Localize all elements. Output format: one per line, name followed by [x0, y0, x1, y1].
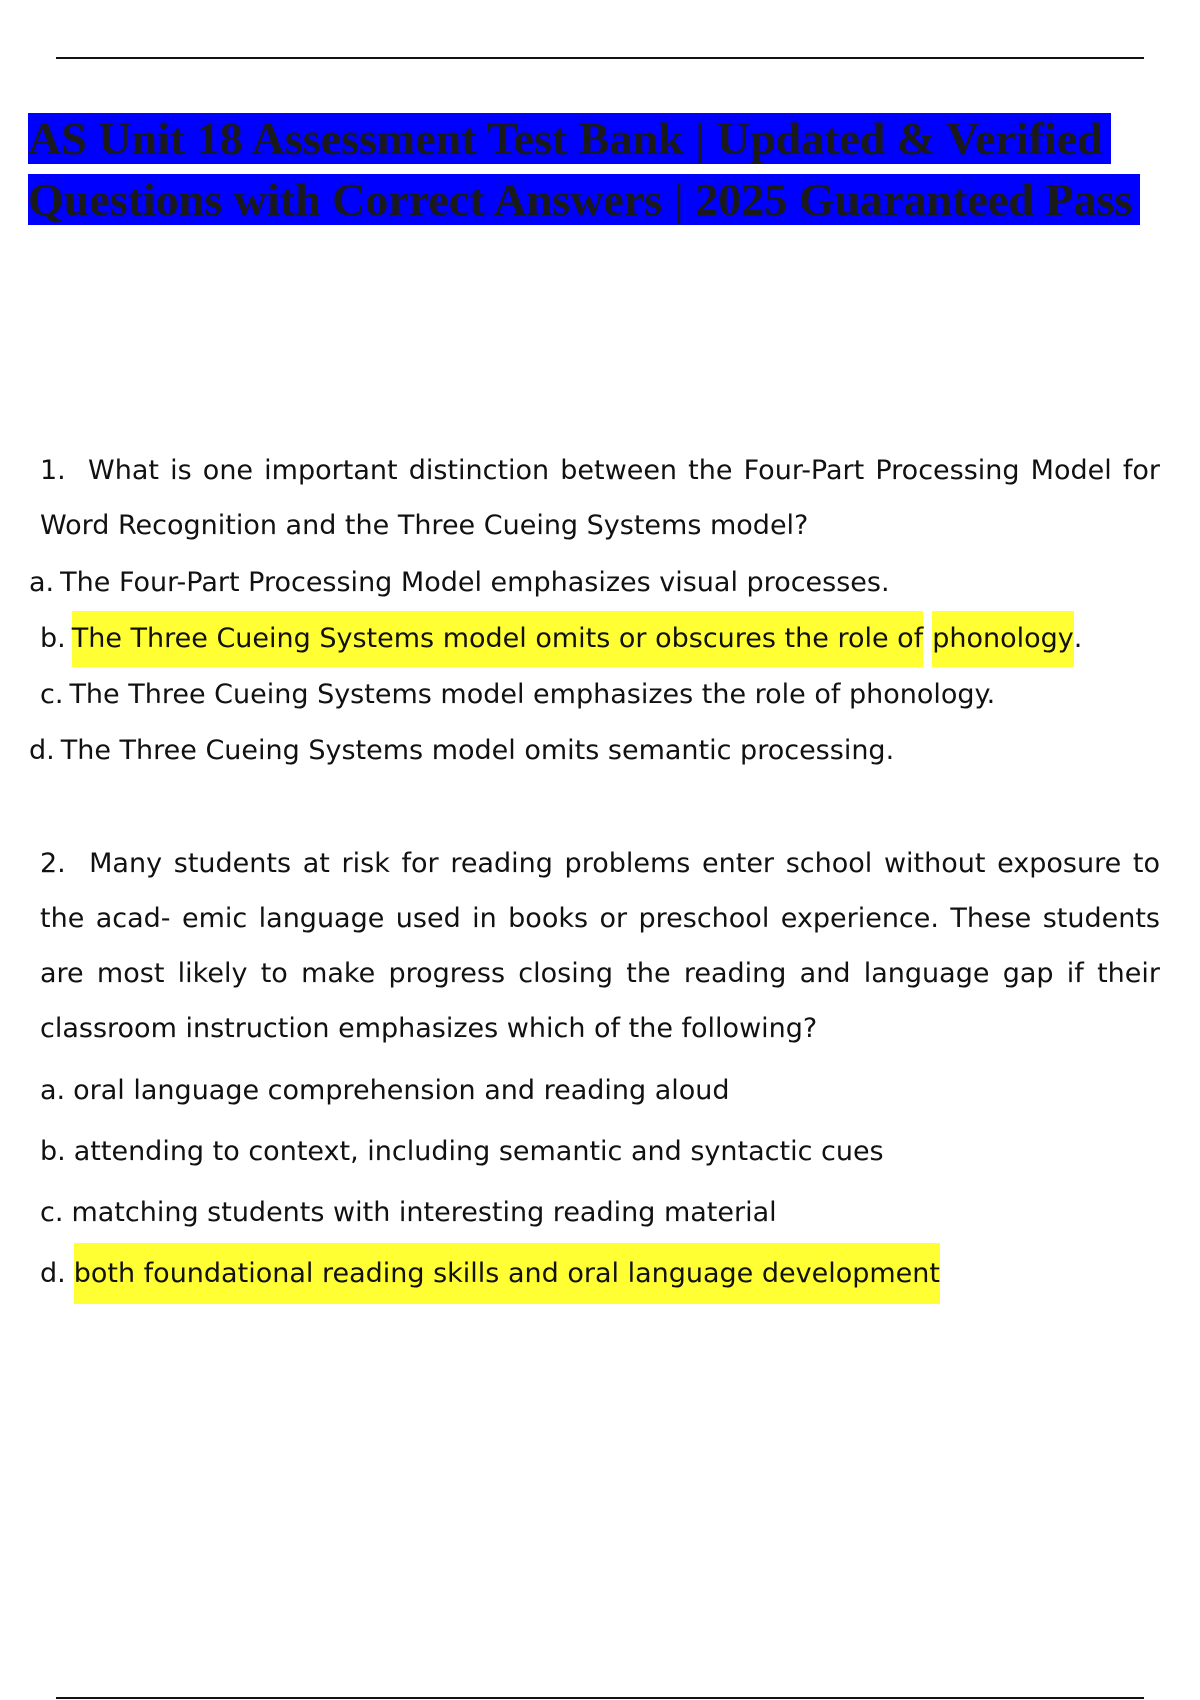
option-letter: a. — [40, 1075, 66, 1106]
option-text: The Four-Part Processing Model emphasizes visual processes. — [60, 567, 890, 598]
question-stem — [40, 443, 1160, 553]
title-highlight: AS Unit 18 Assessment Test Bank | Updated & Verified Questions with Correct Answers | 2025 Guaranteed Pass — [28, 113, 1140, 225]
option-letter: d. — [40, 1258, 66, 1289]
option-text: The Three Cueing Systems model omits semantic processing. — [60, 735, 895, 766]
option-a — [29, 555, 1160, 611]
option-letter: c. — [40, 679, 64, 710]
question-stem — [40, 836, 1160, 1056]
question-1 — [29, 443, 1160, 779]
option-letter: b. — [40, 623, 66, 654]
top-divider — [56, 57, 1144, 59]
option-letter: d. — [29, 735, 55, 766]
option-b — [40, 1121, 1160, 1182]
option-text: matching students with interesting reading material — [71, 1197, 777, 1228]
question-2 — [40, 836, 1160, 1304]
option-d-correct — [40, 1243, 1160, 1304]
bottom-divider — [56, 1697, 1144, 1699]
option-d — [29, 723, 1160, 779]
option-text: The Three Cueing Systems model emphasizes the role of phonology. — [69, 679, 996, 710]
option-c — [40, 667, 1160, 723]
correct-answer-highlight: both foundational reading skills and oral language development — [74, 1243, 940, 1304]
option-text: attending to context, including semantic and syntactic cues — [73, 1136, 884, 1167]
option-letter: c. — [40, 1197, 64, 1228]
question-number: 2. — [40, 848, 66, 879]
options-list — [29, 555, 1160, 779]
option-punctuation: . — [1073, 623, 1083, 654]
option-c — [40, 1182, 1160, 1243]
question-text: Many students at risk for reading problems enter school without exposure to the acad- emic language used in books or preschool experience. These students are most likely to make progress closing the reading and language gap if their classroom instruction emphasizes which of the following? — [40, 848, 1160, 1044]
option-letter: a. — [29, 567, 55, 598]
options-list — [40, 1060, 1160, 1304]
document-title — [28, 108, 1178, 230]
question-number: 1. — [40, 455, 66, 486]
option-letter: b. — [40, 1136, 66, 1167]
correct-answer-highlight: phonology — [932, 611, 1074, 667]
option-text: oral language comprehension and reading aloud — [73, 1075, 730, 1106]
question-text: What is one important distinction between the Four-Part Processing Model for Word Recognition and the Three Cueing Systems model? — [40, 455, 1160, 541]
option-a — [40, 1060, 1160, 1121]
option-b-correct — [40, 611, 1160, 667]
correct-answer-highlight: The Three Cueing Systems model omits or obscures the role of — [72, 611, 923, 667]
